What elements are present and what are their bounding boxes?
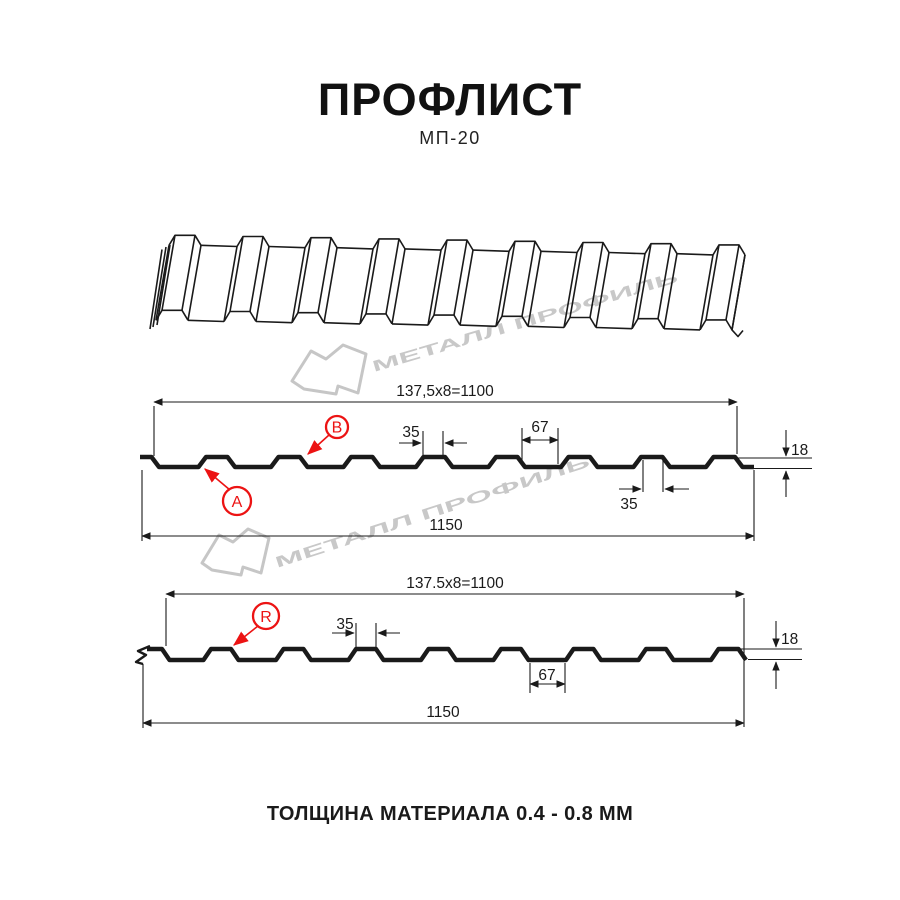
watermark-brand-text: МЕТАЛЛ ПРОФИЛЬ xyxy=(272,509,420,572)
dim-height xyxy=(737,430,812,497)
dim-rib-width-upper-value: 35 xyxy=(402,424,420,441)
dim-overall-width-value: 1150 xyxy=(426,704,460,721)
callout-a-letter: A xyxy=(231,494,243,511)
cross-section-bottom xyxy=(136,575,802,728)
cross-section-top xyxy=(140,383,812,541)
watermark-brand-text: МЕТАЛЛ ПРОФИЛЬ xyxy=(370,317,518,376)
dim-module-width-value: 137.5x8=1100 xyxy=(406,575,504,592)
page-title: ПРОФЛИСТ xyxy=(317,74,583,125)
callout-r xyxy=(234,603,279,645)
callout-b-letter: B xyxy=(331,419,343,437)
profile-outline xyxy=(147,649,746,660)
dim-rib-width-lower-value: 35 xyxy=(620,496,638,513)
watermark-middle xyxy=(202,454,592,575)
dim-overall-width-value: 1150 xyxy=(429,517,463,534)
dim-valley-width-value: 67 xyxy=(531,419,549,436)
dim-module-width xyxy=(154,402,737,456)
callout-b xyxy=(308,416,348,454)
dim-valley-width-value: 67 xyxy=(538,667,556,684)
dim-rib-width-value: 35 xyxy=(336,616,354,633)
profile-model: МП-20 xyxy=(419,128,481,148)
sheet-right-edge xyxy=(732,255,745,337)
callout-a xyxy=(205,469,251,515)
callout-r-letter: R xyxy=(260,609,272,626)
dim-height-value: 18 xyxy=(791,442,809,459)
brand-logo-icon xyxy=(292,345,366,394)
dim-height-value: 18 xyxy=(781,631,799,648)
material-thickness-note: ТОЛЩИНА МАТЕРИАЛА 0.4 - 0.8 ММ xyxy=(266,803,634,825)
watermark-top xyxy=(292,269,680,394)
profile-outline xyxy=(140,457,754,467)
dim-module-width-value: 137,5x8=1100 xyxy=(396,383,494,400)
